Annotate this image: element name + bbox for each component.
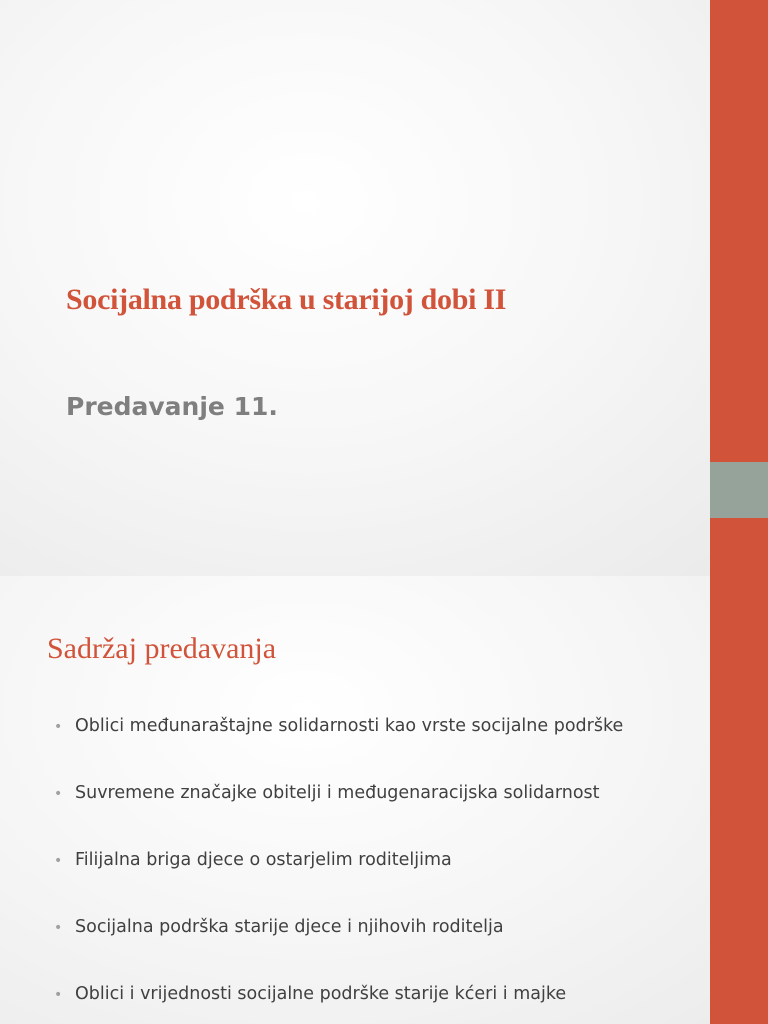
bullet-icon: • xyxy=(54,987,63,1003)
bullet-icon: • xyxy=(54,786,63,802)
bullet-icon: • xyxy=(54,853,63,869)
slide-title: Socijalna podrška u starijoj dobi II xyxy=(66,283,507,316)
contents-slide xyxy=(0,576,768,1024)
list-item xyxy=(54,783,694,850)
list-item xyxy=(54,917,694,984)
bullet-text: Socijalna podrška starije djece i njihovih roditelja xyxy=(75,917,504,937)
bullet-text: Oblici i vrijednosti socijalne podrške starije kćeri i majke xyxy=(75,984,567,1004)
slide-subtitle: Predavanje 11. xyxy=(66,392,278,421)
bullet-text: Oblici međunaraštajne solidarnosti kao vrste socijalne podrške xyxy=(75,716,624,736)
bullet-icon: • xyxy=(54,920,63,936)
accent-side-bar xyxy=(710,576,768,1024)
bullet-text: Filijalna briga djece o ostarjelim roditeljima xyxy=(75,850,452,870)
bullet-list xyxy=(54,716,694,1024)
list-item xyxy=(54,716,694,783)
contents-heading: Sadržaj predavanja xyxy=(47,632,277,665)
list-item xyxy=(54,984,694,1024)
bullet-icon: • xyxy=(54,719,63,735)
list-item xyxy=(54,850,694,917)
accent-side-tab xyxy=(710,462,768,518)
bullet-text: Suvremene značajke obitelji i međugenaracijska solidarnost xyxy=(75,783,600,803)
